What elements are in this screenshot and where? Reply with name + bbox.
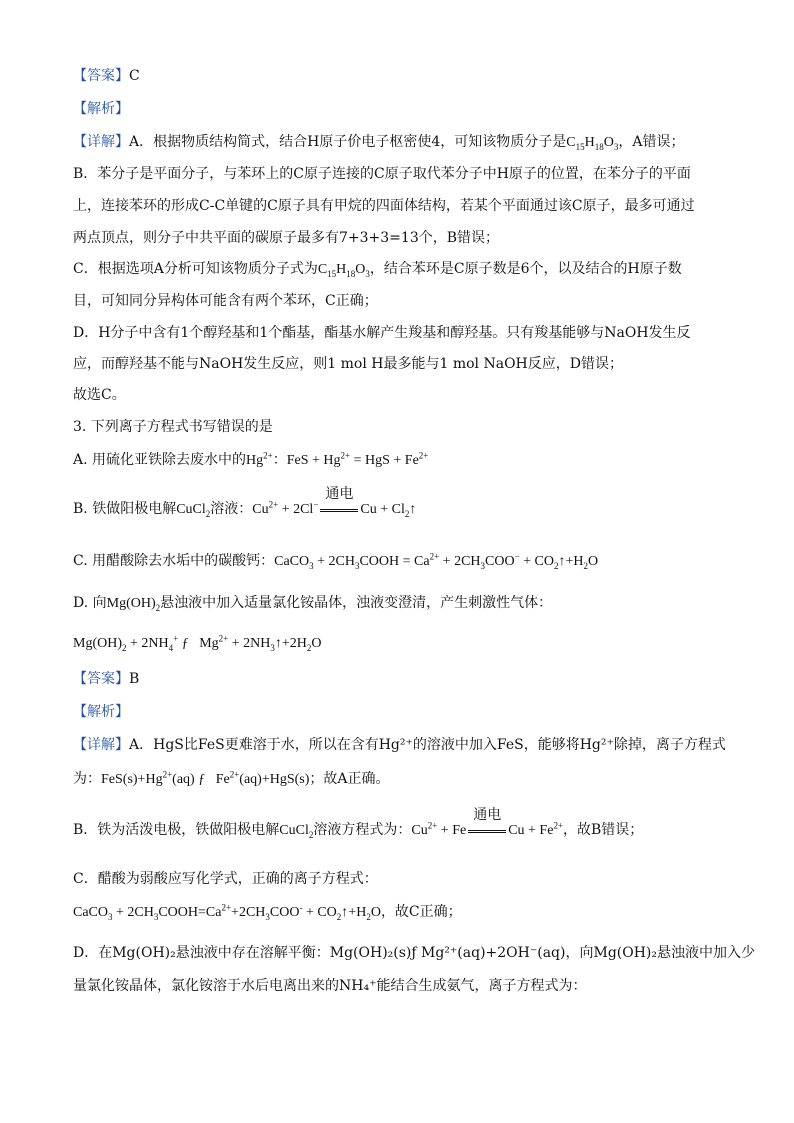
q3-explain-d-line1: D．在Mg(OH)₂悬浊液中存在溶解平衡：Mg(OH)₂(s)ƒ Mg²⁺(aq)+2OH⁻(aq)，向Mg(OH)₂悬浊液中加入少: [73, 945, 755, 961]
q2-option-b-line1: B．苯分子是平面分子，与苯环上的C原子连接的C原子取代苯分子中H原子的位置，在苯分子的平面: [73, 166, 691, 182]
q3-explain-c: C．醋酸为弱酸应写化学式，正确的离子方程式：: [73, 871, 378, 887]
q3-option-d: D. 向$Mg(OH)_2$悬浊液中加入适量氯化铵晶体，浊液变澄清，产生刺激性气体：: [73, 595, 553, 613]
q3-explain-c-eq: CaCO$_3$ + $2CH_3COOH=Ca^{2+}+2CH_3COO^-$ + $CO_2↑+H_2O$，故C正确；: [73, 902, 462, 922]
q3-option-c: C. 用醋酸除去水垢中的碳酸钙：CaCO$_3$ + $2CH_3COOH = Ca^{2+} + 2CH_3COO^-$ + $CO_2↑+H_2O$: [73, 551, 599, 571]
q2-option-c-line2: 目，可知同分异构体可能含有两个苯环，C正确；: [73, 293, 378, 309]
q2-answer-line: [73, 66, 140, 86]
q3-explain-b: B．铁为活泼电极，铁做阳极电解CuCl$_2$溶液方程式为：$Cu^{2+} + Fe$ 通电 $Cu + Fe^{2+}$，故B错误；: [73, 807, 644, 840]
q3-option-d-equation: $Mg(OH)_2 + 2NH_4^+$ ƒ $Mg^{2+}$ + $2NH_3↑+2H_2O$: [73, 633, 322, 653]
q2-option-b-line2: 上，连接苯环的形成C-C单键的C原子具有甲烷的四面体结构，若某个平面通过该C原子，最多可通过: [73, 198, 695, 214]
q3-answer-line: 【答案】B: [73, 671, 140, 687]
formula-c15h18o3: $C_{15}H_{18}O_3$: [317, 262, 370, 279]
electrolysis-arrow: 通电: [466, 821, 508, 841]
formula-c15h18o3: $C_{15}H_{18}O_3$: [566, 135, 619, 152]
q2-answer: C: [129, 68, 140, 84]
q3-explain-a-eq: 为：$FeS(s)+Hg^{2+}(aq)$ ƒ $Fe^{2+}(aq)+HgS(s)$；故A正确。: [73, 769, 390, 787]
q3-analysis-tag: 【解析】: [73, 704, 129, 720]
q3-stem: 3. 下列离子方程式书写错误的是: [73, 419, 273, 435]
q3-answer: B: [129, 671, 140, 687]
q3-explain-a: 【详解】A．HgS比FeS更难溶于水，所以在含有Hg²⁺的溶液中加入FeS，能够将Hg²⁺除掉，离子方程式: [73, 737, 726, 753]
q2-option-a-explanation: 【详解】A．根据物质结构简式，结合H原子价电子枢密使4，可知该物质分子是$C_{15}H_{18}O_3$，A错误；: [73, 134, 685, 152]
q3-option-b: B. 铁做阳极电解CuCl$_2$溶液：$Cu^{2+} + 2Cl^-$ 通电 $Cu + Cl_2↑$: [73, 486, 417, 519]
q2-analysis-tag: 【解析】: [73, 101, 129, 117]
q2-option-c-line1: C．根据选项A分析可知该物质分子式为$C_{15}H_{18}O_3$，结合苯环是C原子数是6个，以及结合的H原子数: [73, 261, 682, 279]
q3-explain-d-line2: 量氯化铵晶体，氯化铵溶于水后电离出来的NH₄⁺能结合生成氨气，离子方程式为：: [73, 978, 587, 994]
q2-conclusion: 故选C。: [73, 387, 126, 403]
q2-option-d-line1: D．H分子中含有1个醇羟基和1个酯基，酯基水解产生羧基和醇羟基。只有羧基能够与NaOH发生反: [73, 325, 691, 341]
q3-option-a: A. 用硫化亚铁除去废水中的$Hg^{2+}$：FeS + $Hg^{2+}$ = HgS + $Fe^{2+}$: [73, 450, 429, 468]
electrolysis-arrow: 通电: [318, 500, 360, 520]
q2-option-d-line2: 应，而醇羟基不能与NaOH发生反应，则1 mol H最多能与1 mol NaOH反应，D错误；: [73, 356, 623, 372]
answer-tag: 【答案】: [73, 68, 129, 84]
q2-option-b-line3: 两点顶点，则分子中共平面的碳原子最多有7+3+3=13个，B错误；: [73, 230, 500, 246]
detail-tag: 【详解】: [73, 134, 129, 150]
